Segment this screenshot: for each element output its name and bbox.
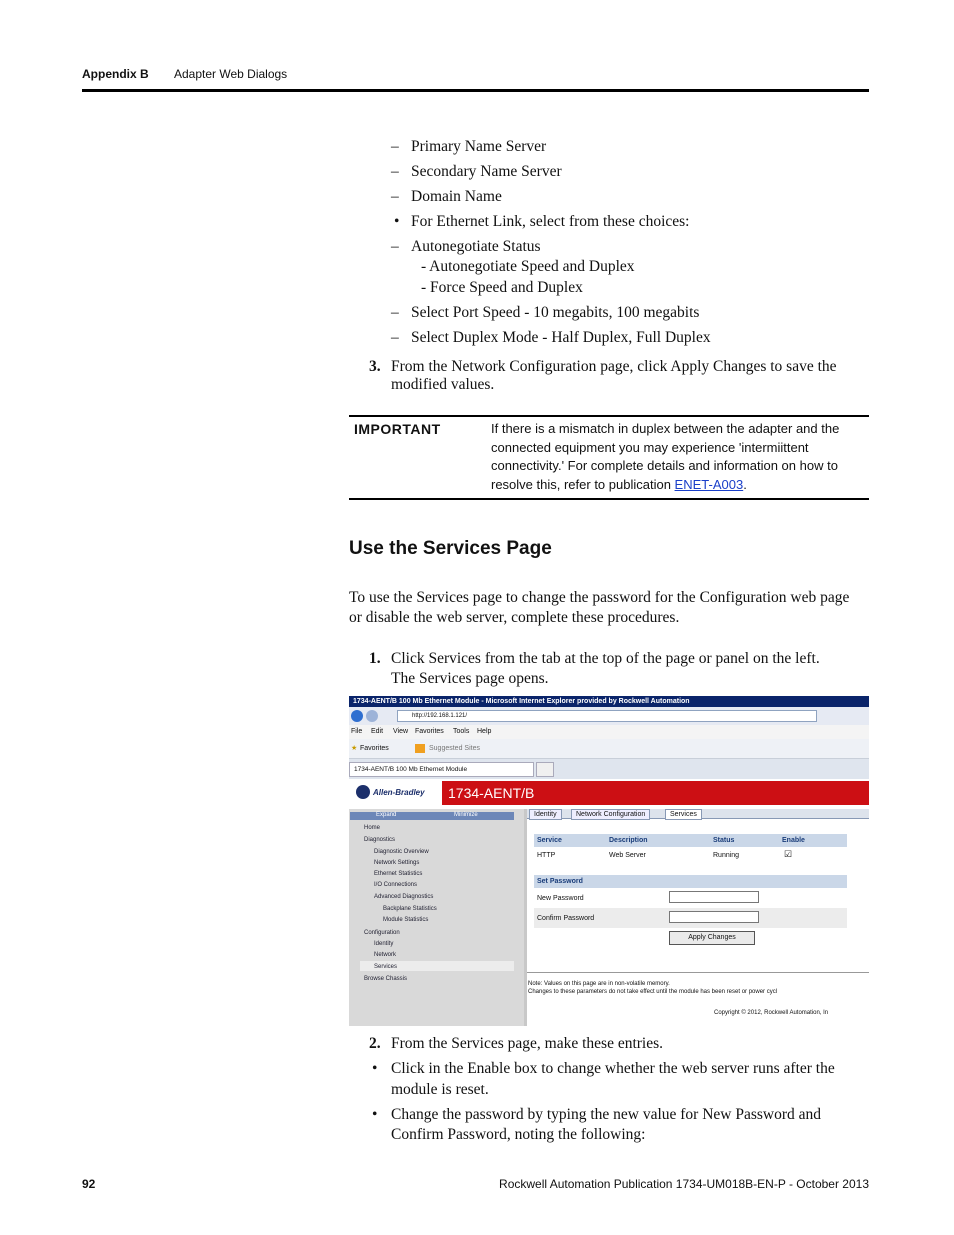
step-number: 1. [369,650,381,667]
list-item: – Domain Name [391,188,502,205]
bullet-text: module is reset. [391,1081,489,1098]
product-banner [349,779,869,809]
page-tabs [527,809,869,819]
new-password-label: New Password [537,895,584,902]
suggested-sites-icon [415,744,425,753]
nav-ethernet-statistics[interactable]: Ethernet Statistics [374,871,423,877]
step-number: 2. [369,1035,381,1052]
bullet-text: Click in the Enable box to change whether the web server runs after the [391,1060,835,1077]
bullet-text: Change the password by typing the new value for New Password and [391,1106,822,1123]
bullet-icon: • [372,1060,378,1077]
nav-configuration[interactable]: Configuration [364,930,400,936]
nav-identity[interactable]: Identity [374,941,394,947]
step-text: From the Services page, make these entries. [391,1035,664,1052]
important-label: IMPORTANT [354,421,441,437]
menu-favorites[interactable]: Favorites [415,728,444,735]
col-status: Status [713,837,735,844]
step-text: Click Services from the tab at the top of the page or panel on the left. [391,650,820,667]
nav-services[interactable]: Services [374,964,398,970]
section-heading: Use the Services Page [349,538,552,559]
list-item: – Secondary Name Server [391,163,562,180]
address-bar [349,707,869,725]
nav-network-settings[interactable]: Network Settings [374,860,420,866]
note-line: Note: Values on this page are in non-volatile memory. [528,981,670,987]
services-content [527,809,869,1026]
nav-header [350,812,514,820]
header-title: Adapter Web Dialogs [174,67,288,81]
header-rule [82,89,869,92]
favorites-bar [349,739,869,759]
important-text: If there is a mismatch in duplex between the adapter and the connected equipment you may experience 'intermiittent connectivity.' For complete details and information on how to resolve this, refer to publication ENET-A003. [491,421,840,493]
confirm-password-input[interactable] [669,911,759,923]
bullet-text: Confirm Password, noting the following: [391,1126,646,1143]
note-line: Changes to these parameters do not take effect until the module has been reset or power cycl [528,989,778,995]
enable-checkbox[interactable]: ☑ [784,849,793,859]
step-text: modified values. [391,376,495,393]
col-description: Description [609,837,648,844]
nav-backplane-statistics[interactable]: Backplane Statistics [383,906,437,912]
brand-name: Allen-Bradley [373,788,425,797]
address-input[interactable]: http://192.168.1.121/ [397,710,817,722]
page-number: 92 [82,1177,96,1191]
nav-io-connections[interactable]: I/O Connections [374,882,418,888]
browser-tab-strip [349,759,869,779]
step-text: The Services page opens. [391,670,549,687]
nav-network[interactable]: Network [374,952,397,958]
publication-info: Rockwell Automation Publication 1734-UM018B-EN-P - October 2013 [499,1177,869,1191]
list-subitem: - Force Speed and Duplex [421,279,583,296]
col-enable: Enable [782,837,805,844]
nav-advanced-diagnostics[interactable]: Advanced Diagnostics [374,894,434,900]
copyright: Copyright © 2012, Rockwell Automation, In [714,1010,829,1016]
intro-text: To use the Services page to change the password for the Configuration web page [349,589,850,606]
confirm-password-label: Confirm Password [537,915,595,922]
browser-title-bar: 1734-AENT/B 100 Mb Ethernet Module - Microsoft Internet Explorer provided by Rockwell Automation [349,696,869,707]
col-service: Service [537,837,562,844]
header-section: Appendix B [82,67,149,81]
back-icon[interactable] [351,710,363,722]
service-name: HTTP [537,852,556,859]
service-description: Web Server [609,852,646,859]
favorites-button[interactable]: Favorites [360,745,389,752]
step-text: From the Network Configuration page, click Apply Changes to save the [391,358,837,375]
menu-help[interactable]: Help [477,728,492,735]
intro-text: or disable the web server, complete these procedures. [349,609,680,626]
tab-services[interactable]: Services [665,809,702,820]
nav-minimize[interactable]: Minimize [454,812,478,818]
step-number: 3. [369,358,381,375]
star-icon: ★ [351,745,358,752]
list-item: – Select Port Speed - 10 megabits, 100 megabits [391,304,700,321]
allen-bradley-logo [356,785,370,799]
nav-diagnostics[interactable]: Diagnostics [364,837,396,843]
services-table-header [534,834,847,847]
product-title: 1734-AENT/B [442,781,869,805]
tab-network-configuration[interactable]: Network Configuration [571,809,650,820]
nav-browse-chassis[interactable]: Browse Chassis [364,976,408,982]
service-status: Running [713,852,740,859]
list-item: – Primary Name Server [391,138,547,155]
nav-diagnostic-overview[interactable]: Diagnostic Overview [374,849,429,855]
menu-edit[interactable]: Edit [371,728,384,735]
new-tab-button[interactable] [536,762,554,777]
apply-changes-button[interactable]: Apply Changes [669,931,755,945]
tab-identity[interactable]: Identity [529,809,562,820]
nav-home[interactable]: Home [364,825,381,831]
forward-icon[interactable] [366,710,378,722]
list-subitem: - Autonegotiate Speed and Duplex [421,258,635,275]
divider [527,972,869,973]
set-password-header [534,875,847,888]
menu-file[interactable]: File [351,728,363,735]
nav-expand[interactable]: Expand [376,812,397,818]
left-nav-panel [349,809,524,1026]
publication-link[interactable]: ENET-A003 [674,477,744,493]
suggested-sites-button[interactable]: Suggested Sites [429,745,480,752]
nav-module-statistics[interactable]: Module Statistics [383,917,429,923]
services-page-screenshot [349,696,869,1026]
set-password-label: Set Password [537,878,583,885]
bullet-icon: • [372,1106,378,1123]
menu-tools[interactable]: Tools [453,728,470,735]
list-item: – Select Duplex Mode - Half Duplex, Full Duplex [391,329,711,346]
browser-tab[interactable]: 1734-AENT/B 100 Mb Ethernet Module [349,762,534,777]
list-item: • For Ethernet Link, select from these choices: [394,213,690,230]
important-top-rule [349,415,869,417]
menu-view[interactable]: View [393,728,409,735]
menu-bar [349,725,869,739]
new-password-input[interactable] [669,891,759,903]
important-bottom-rule [349,498,869,500]
list-item: – Autonegotiate Status [391,238,541,255]
